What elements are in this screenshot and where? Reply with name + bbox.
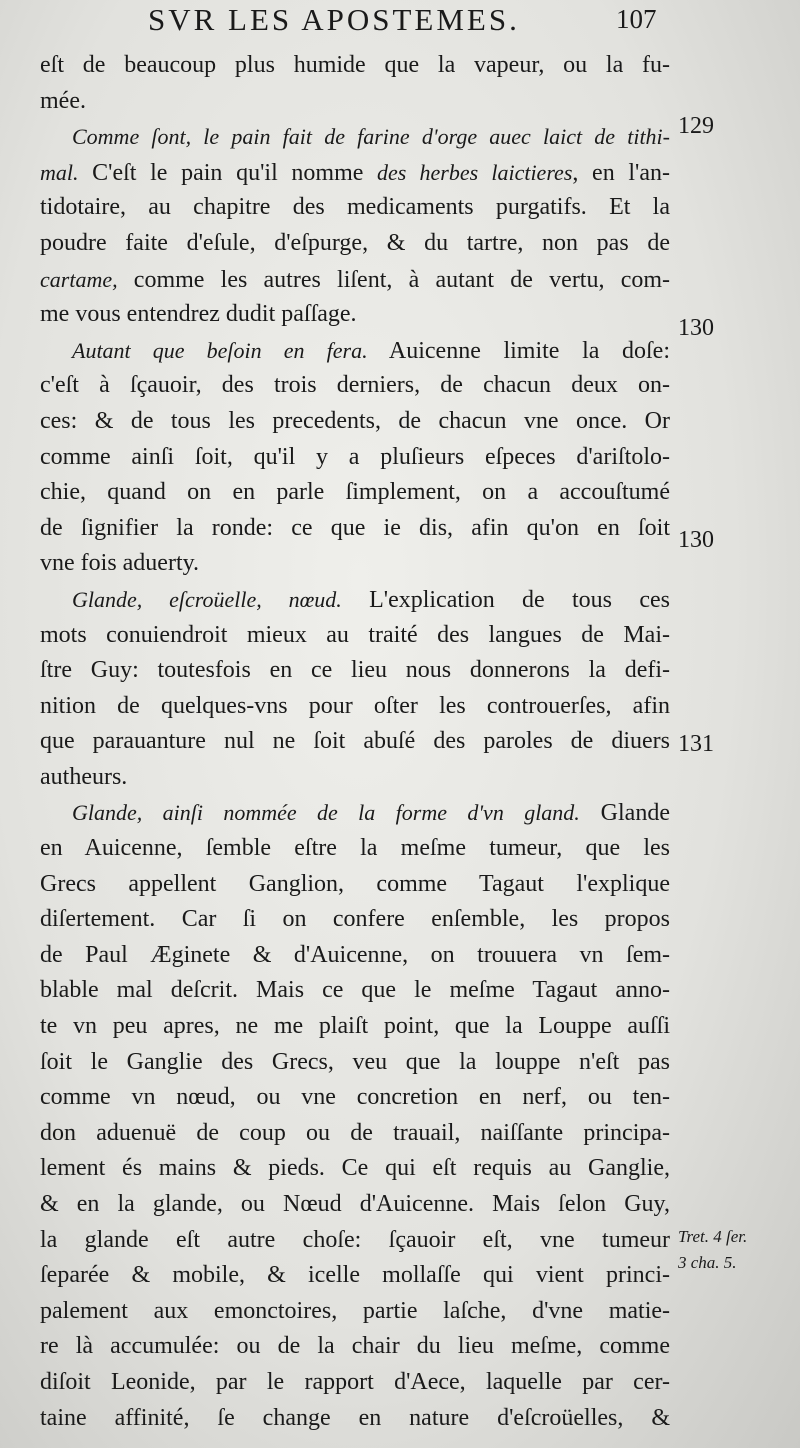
running-title: SVR LES APOSTEMES. xyxy=(148,2,520,37)
text-line: re là accumulée: ou de la chair du lieu meſme, comme xyxy=(40,1333,670,1360)
text-line: comme ainſi ſoit, qu'il y a pluſieurs eſpeces d'ariſtolo- xyxy=(40,443,670,470)
text-line: ces: & de tous les precedents, de chacun vne once. Or xyxy=(40,407,670,434)
text-line: comme vn nœud, ou vne concretion en nerf, ou ten- xyxy=(40,1084,670,1111)
text-line: autheurs. xyxy=(40,763,128,790)
text-line: palement aux emonctoires, partie laſche, d'vne matie- xyxy=(40,1297,670,1324)
margin-reference: Tret. 4 ſer. xyxy=(678,1227,748,1246)
text-line: nition de quelques-vns pour oſter les controuerſes, afin xyxy=(40,692,670,719)
text-line: la glande eſt autre choſe: ſçauoir eſt, vne tumeur xyxy=(40,1226,670,1253)
margin-note-number: 131 xyxy=(678,731,714,757)
text-line: don aduenuë de coup ou de trauail, naiſſante principa- xyxy=(40,1119,670,1146)
text-line: mal. C'eſt le pain qu'il nomme des herbes laictieres, en l'an- xyxy=(40,159,670,186)
text-line: Glande, ainſi nommée de la forme d'vn gland. Glande xyxy=(72,800,670,827)
text-line: tidotaire, au chapitre des medicaments purgatifs. Et la xyxy=(40,194,670,221)
text-line: en Auicenne, ſemble eſtre la meſme tumeur, que les xyxy=(40,835,670,862)
text-line: que parauanture nul ne ſoit abuſé des paroles de diuers xyxy=(40,728,670,755)
margin-note-number: 129 xyxy=(678,113,714,139)
text-line: blable mal deſcrit. Mais ce que le meſme Tagaut anno- xyxy=(40,977,670,1004)
text-line: lement és mains & pieds. Ce qui eſt requis au Ganglie, xyxy=(40,1155,670,1182)
text-line: Autant que beſoin en fera. Auicenne limite la doſe: xyxy=(72,337,670,364)
margin-note-number: 130 xyxy=(678,527,714,553)
text-line: chie, quand on en parle ſimplement, on a accouſtumé xyxy=(40,479,670,506)
text-line: diſoit Leonide, par le rapport d'Aece, laquelle par cer- xyxy=(40,1368,670,1395)
margin-note-number: 130 xyxy=(678,315,714,341)
text-line: Grecs appellent Ganglion, comme Tagaut l'explique xyxy=(40,870,670,897)
text-line: te vn peu apres, ne me plaiſt point, que la Louppe auſſi xyxy=(40,1013,670,1040)
text-line: poudre faite d'eſule, d'eſpurge, & du tartre, non pas de xyxy=(40,229,670,256)
margin-reference: 3 cha. 5. xyxy=(678,1253,737,1272)
page-header xyxy=(0,2,800,42)
text-line: mots conuiendroit mieux au traité des langues de Mai- xyxy=(40,621,670,648)
text-line: diſertement. Car ſi on confere enſemble, les propos xyxy=(40,906,670,933)
text-line: de Paul Æginete & d'Auicenne, on trouuera vn ſem- xyxy=(40,941,670,968)
text-line: de ſignifier la ronde: ce que ie dis, afin qu'on en ſoit xyxy=(40,514,670,541)
text-line: c'eſt à ſçauoir, des trois derniers, de chacun deux on- xyxy=(40,372,670,399)
text-line: cartame, comme les autres liſent, à autant de vertu, com- xyxy=(40,266,670,293)
body-text xyxy=(40,48,670,1436)
page-number: 107 xyxy=(616,4,657,34)
text-line: ſtre Guy: toutesfois en ce lieu nous donnerons la defi- xyxy=(40,657,670,684)
text-line: vne fois aduerty. xyxy=(40,550,200,577)
text-line: & en la glande, ou Nœud d'Auicenne. Mais ſelon Guy, xyxy=(40,1191,670,1217)
text-line: ſeparée & mobile, & icelle mollaſſe qui vient princi- xyxy=(40,1262,670,1289)
text-line: Glande, eſcroüelle, nœud. L'explication de tous ces xyxy=(72,586,670,613)
text-line: Comme ſont, le pain fait de farine d'orge auec laict de tithi- xyxy=(72,124,670,150)
text-line: eſt de beaucoup plus humide que la vapeur, ou la fu- xyxy=(40,52,670,78)
text-line: me vous entendrez dudit paſſage. xyxy=(40,301,357,328)
text-line: taine affinité, ſe change en nature d'eſcroüelles, & xyxy=(40,1404,670,1431)
text-line: mée. xyxy=(40,87,86,114)
text-line: ſoit le Ganglie des Grecs, veu que la louppe n'eſt pas xyxy=(40,1048,670,1075)
